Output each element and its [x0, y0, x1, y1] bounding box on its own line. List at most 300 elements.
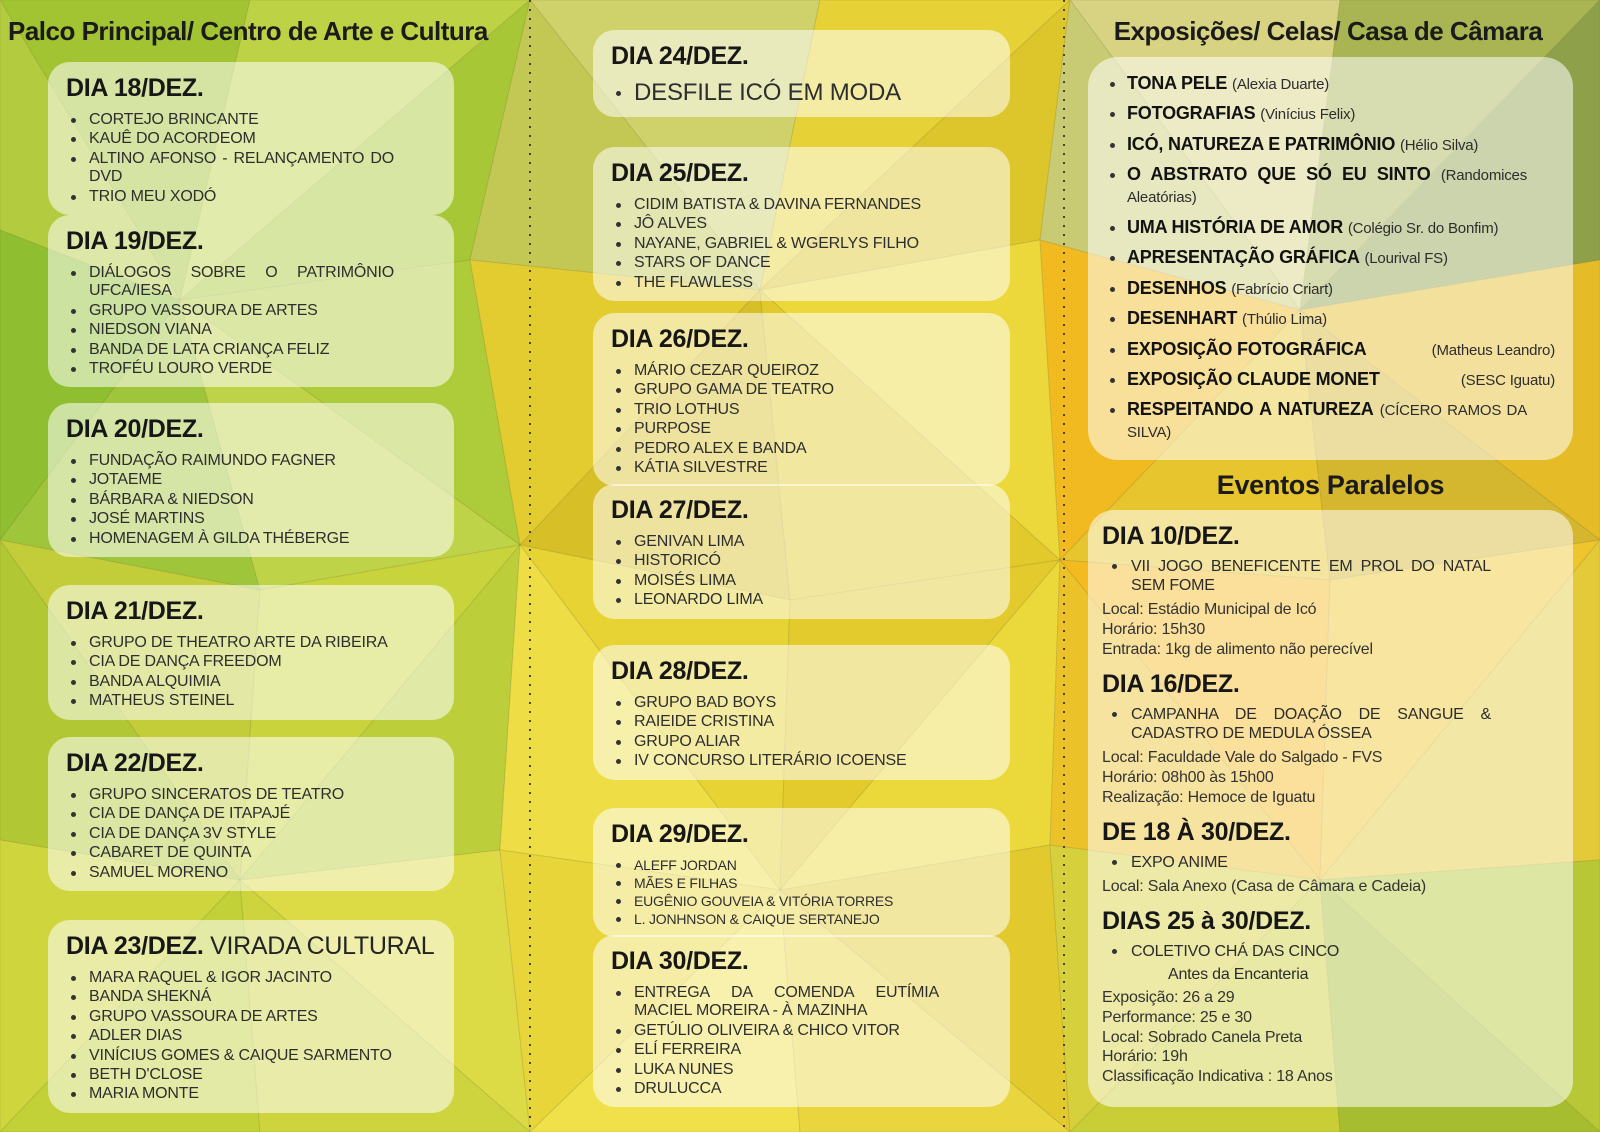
exposition-name: APRESENTAÇÃO GRÁFICA [1127, 247, 1360, 268]
bullet-icon [616, 579, 621, 584]
exposition-item [1102, 308, 1555, 330]
exposition-label [1127, 134, 1527, 156]
bullet-icon [1110, 348, 1115, 353]
lineup-item [64, 510, 436, 528]
lineup-item [609, 274, 992, 292]
event-info-line: Entrada: 1kg de alimento não perecível [1102, 641, 1373, 659]
bullet-icon [1112, 712, 1117, 717]
lineup-item [609, 254, 992, 272]
lineup-item [609, 459, 992, 477]
bullet-icon [616, 1087, 621, 1092]
day-panel-dia-24-dez [593, 30, 1010, 117]
event-info-line: Local: Sala Anexo (Casa de Câmara e Cadeia) [1102, 877, 1427, 895]
lineup-item [609, 857, 992, 874]
lineup-item [609, 1041, 992, 1059]
bullet-icon [1112, 860, 1117, 865]
lineup-item-label: STARS OF DANCE [634, 254, 771, 272]
fold-line-right [1063, 0, 1065, 1132]
day-heading: DIA 23/DEZ. VIRADA CULTURAL [66, 932, 435, 960]
lineup-item-label: LUKA NUNES [634, 1060, 734, 1078]
lineup-item-label: DRULUCCA [634, 1079, 722, 1097]
day-panel-dia-18-dez [48, 62, 454, 215]
exposition-name: UMA HISTÓRIA DE AMOR [1127, 216, 1343, 237]
lineup-item [64, 1047, 436, 1065]
bullet-icon [71, 976, 76, 981]
day-heading: DIA 24/DEZ. [611, 42, 749, 70]
event-item-label: EXPO ANIME [1131, 853, 1228, 871]
event-info-line: Realização: Hemoce de Iguatu [1102, 788, 1316, 806]
lineup-item-label: RAIEIDE CRISTINA [634, 713, 774, 731]
lineup-item-label: GETÚLIO OLIVEIRA & CHICO VITOR [634, 1021, 900, 1039]
lineup-item-label: GRUPO ALIAR [634, 732, 741, 750]
bullet-icon [616, 540, 621, 545]
day-panel-dia-28-dez [593, 645, 1010, 780]
exposition-credit: (CÍCERO RAMOS DA SILVA) [1127, 402, 1527, 442]
lineup-item-label: HOMENAGEM À GILDA THÉBERGE [89, 529, 350, 547]
lineup-item-label: JÔ ALVES [634, 215, 707, 233]
lineup-item-label: ALEFF JORDAN [634, 857, 737, 873]
lineup-item [64, 692, 436, 710]
bullet-icon [71, 309, 76, 314]
lineup-item [64, 341, 436, 359]
lineup-item-label: KÁTIA SILVESTRE [634, 458, 768, 476]
event-item [1102, 853, 1553, 872]
lineup-item [609, 362, 992, 380]
exposition-label [1127, 369, 1555, 391]
lineup-item-label: ENTREGA DA COMENDA EUTÍMIA MACIEL MOREIRA - À MAZINHA [634, 984, 939, 1020]
lineup-item [64, 969, 436, 987]
day-panel-dia-23-dez [48, 920, 454, 1113]
lineup-item [64, 188, 436, 206]
bullet-icon [71, 832, 76, 837]
event-block-dia-16-dez [1102, 670, 1553, 808]
event-items [1102, 853, 1553, 872]
lineup-item-label: PURPOSE [634, 420, 711, 438]
bullet-icon [616, 701, 621, 706]
lineup-item-label: KAUÊ DO ACORDEOM [89, 130, 256, 148]
lineup-item [64, 321, 436, 339]
bullet-icon [71, 851, 76, 856]
lineup-list [609, 362, 992, 477]
lineup-item-label: CIA DE DANÇA DE ITAPAJÉ [89, 805, 291, 823]
exposition-label [1127, 73, 1527, 95]
day-heading: DIA 27/DEZ. [611, 496, 749, 524]
event-item [1102, 942, 1553, 961]
day-heading: DIA 28/DEZ. [611, 657, 749, 685]
event-info-line: Horário: 08h00 às 15h00 [1102, 769, 1274, 787]
day-panel-dia-27-dez [593, 484, 1010, 619]
lineup-item-label: BANDA DE LATA CRIANÇA FELIZ [89, 340, 330, 358]
lineup-item [64, 1027, 436, 1045]
bullet-icon [616, 203, 621, 208]
lineup-item-label: GRUPO VASSOURA DE ARTES [89, 1007, 318, 1025]
bullet-icon [71, 328, 76, 333]
event-item [1102, 557, 1553, 595]
event-item [1102, 705, 1553, 743]
lineup-item [64, 491, 436, 509]
lineup-item [64, 673, 436, 691]
bullet-icon [616, 759, 621, 764]
day-heading: DIA 25/DEZ. [611, 159, 749, 187]
lineup-item-label: MÃES E FILHAS [634, 875, 738, 892]
event-block-de-18-30-dez [1102, 818, 1553, 897]
bullet-icon [616, 427, 621, 432]
lineup-item [609, 381, 992, 399]
lineup-item [609, 533, 992, 551]
lineup-item [609, 440, 992, 458]
lineup-item-label: JOTAEME [89, 471, 162, 489]
bullet-icon [616, 466, 621, 471]
bullet-icon [616, 598, 621, 603]
bullet-icon [71, 537, 76, 542]
event-block-dia-10-dez [1102, 522, 1553, 660]
exposition-name: DESENHOS [1127, 277, 1227, 298]
bullet-icon [71, 459, 76, 464]
lineup-item [64, 1066, 436, 1084]
lineup-item [609, 420, 992, 438]
lineup-item [609, 713, 992, 731]
lineup-item [609, 591, 992, 609]
lineup-item [64, 530, 436, 548]
exposition-label [1127, 103, 1527, 125]
lineup-item-label: MÁRIO CEZAR QUEIROZ [634, 362, 819, 379]
left-column-title: Palco Principal/ Centro de Arte e Cultura [8, 16, 488, 46]
event-items [1102, 705, 1553, 743]
exposition-label [1127, 399, 1527, 443]
lineup-item [64, 864, 436, 882]
day-panel-dia-19-dez [48, 215, 454, 387]
lineup-item-label: CIA DE DANÇA 3V STYLE [89, 824, 276, 842]
lineup-item [609, 1022, 992, 1040]
lineup-item-label: BÁRBARA & NIEDSON [89, 490, 254, 508]
event-item-subline: Antes da Encanteria [1168, 965, 1309, 983]
bullet-icon [1110, 287, 1115, 292]
exposition-label [1127, 308, 1527, 330]
lineup-item-label: ADLER DIAS [89, 1027, 183, 1045]
bullet-icon [71, 660, 76, 665]
bullet-icon [1110, 82, 1115, 87]
exposition-name: DESENHART [1127, 308, 1238, 329]
lineup-list [609, 694, 992, 771]
lineup-list [64, 634, 436, 711]
lineup-item-label: DESFILE ICÓ EM MODA [634, 79, 901, 106]
lineup-item-label: PEDRO ALEX E BANDA [634, 439, 807, 457]
lineup-item [64, 988, 436, 1006]
lineup-item [609, 79, 992, 108]
lineup-item-label: JOSÉ MARTINS [89, 510, 205, 528]
lineup-item-label: GRUPO BAD BOYS [634, 694, 777, 711]
lineup-item [64, 786, 436, 804]
lineup-item [64, 360, 436, 378]
lineup-item [64, 1008, 436, 1026]
bullet-icon [71, 1073, 76, 1078]
lineup-list [609, 196, 992, 292]
lineup-item [609, 572, 992, 590]
bullet-icon [616, 242, 621, 247]
day-heading: DIA 19/DEZ. [66, 227, 204, 255]
lineup-list [609, 533, 992, 610]
bullet-icon [71, 680, 76, 685]
event-item-label: VII JOGO BENEFICENTE EM PROL DO NATAL SEM FOME [1131, 558, 1491, 595]
exposition-item [1102, 103, 1555, 125]
bullet-icon [616, 899, 621, 904]
event-heading: DE 18 À 30/DEZ. [1102, 817, 1291, 846]
bullet-icon [616, 91, 621, 96]
day-heading: DIA 20/DEZ. [66, 415, 204, 443]
exposition-credit: (Colégio Sr. do Bonfim) [1347, 219, 1499, 237]
lineup-item [609, 401, 992, 419]
exposition-name: EXPOSIÇÃO CLAUDE MONET [1127, 369, 1380, 390]
bullet-icon [71, 118, 76, 123]
day-panel-dia-20-dez [48, 403, 454, 557]
exposition-label [1127, 339, 1555, 361]
bullet-icon [616, 740, 621, 745]
bullet-icon [71, 517, 76, 522]
right-column-title: Exposições/ Celas/ Casa de Câmara [1113, 16, 1543, 46]
lineup-item [609, 235, 992, 253]
exposition-item [1102, 247, 1555, 269]
lineup-item [609, 752, 992, 770]
bullet-icon [71, 641, 76, 646]
day-panel-dia-30-dez [593, 935, 1010, 1107]
bullet-icon [616, 559, 621, 564]
bullet-icon [616, 1029, 621, 1034]
bullet-icon [616, 369, 621, 374]
exposition-item [1102, 73, 1555, 95]
bullet-icon [71, 793, 76, 798]
lineup-item [609, 1061, 992, 1079]
bullet-icon [616, 408, 621, 413]
lineup-list [64, 969, 436, 1104]
expositions-list [1102, 73, 1555, 443]
lineup-item [609, 984, 992, 1021]
exposition-credit: (Matheus Leandro) [1431, 341, 1555, 359]
lineup-item-label: TRIO LOTHUS [634, 400, 740, 418]
lineup-item-label: GRUPO DE THEATRO ARTE DA RIBEIRA [89, 634, 388, 651]
bullet-icon [616, 281, 621, 286]
day-heading: DIA 22/DEZ. [66, 749, 204, 777]
bullet-icon [1110, 112, 1115, 117]
event-items [1102, 557, 1553, 595]
lineup-item-label: VINÍCIUS GOMES & CAIQUE SARMENTO [89, 1046, 392, 1064]
exposition-name: O ABSTRATO QUE SÓ EU SINTO [1127, 164, 1431, 185]
bullet-icon [71, 478, 76, 483]
bullet-icon [71, 195, 76, 200]
bullet-icon [71, 1054, 76, 1059]
bullet-icon [71, 157, 76, 162]
day-heading: DIA 26/DEZ. [611, 325, 749, 353]
bullet-icon [71, 1092, 76, 1097]
bullet-icon [616, 261, 621, 266]
bullet-icon [616, 720, 621, 725]
bullet-icon [616, 863, 621, 868]
bullet-icon [71, 348, 76, 353]
lineup-item-label: TROFÉU LOURO VERDE [89, 359, 273, 377]
lineup-item-label: HISTORICÓ [634, 552, 721, 570]
bullet-icon [71, 271, 76, 276]
lineup-item-label: ALTINO AFONSO - RELANÇAMENTO DO DVD [89, 149, 394, 186]
lineup-item-label: MARIA MONTE [89, 1085, 199, 1103]
lineup-item-label: BANDA SHEKNÁ [89, 988, 212, 1006]
lineup-list [64, 111, 436, 206]
exposition-label [1127, 278, 1527, 300]
lineup-item [64, 111, 436, 129]
bullet-icon [71, 995, 76, 1000]
lineup-item-label: CORTEJO BRINCANTE [89, 111, 259, 128]
lineup-list [64, 452, 436, 548]
bullet-icon [1110, 143, 1115, 148]
lineup-item [64, 844, 436, 862]
bullet-icon [616, 881, 621, 886]
fold-line-left [529, 0, 531, 1132]
exposition-credit: (Fabrício Criart) [1231, 280, 1333, 298]
lineup-item-label: L. JONHNSON & CAIQUE SERTANEJO [634, 911, 880, 928]
lineup-item-label: GRUPO VASSOURA DE ARTES [89, 301, 318, 319]
lineup-list [609, 857, 992, 928]
day-heading: DIA 30/DEZ. [611, 947, 749, 975]
exposition-item [1102, 164, 1555, 208]
event-info-line: Local: Faculdade Vale do Salgado - FVS [1102, 749, 1383, 767]
exposition-name: FOTOGRAFIAS [1127, 103, 1256, 124]
lineup-item-label: CIDIM BATISTA & DAVINA FERNANDES [634, 196, 921, 213]
lineup-item [64, 264, 436, 301]
bullet-icon [616, 388, 621, 393]
exposition-item [1102, 217, 1555, 239]
day-panel-dia-22-dez [48, 737, 454, 891]
day-panel-dia-21-dez [48, 585, 454, 720]
bullet-icon [616, 1068, 621, 1073]
lineup-list [64, 264, 436, 378]
bullet-icon [1110, 378, 1115, 383]
bullet-icon [1112, 564, 1117, 569]
bullet-icon [616, 222, 621, 227]
lineup-item-label: DIÁLOGOS SOBRE O PATRIMÔNIO UFCA/IESA [89, 264, 394, 300]
lineup-item-label: GENIVAN LIMA [634, 533, 745, 550]
lineup-item-label: THE FLAWLESS [634, 273, 753, 291]
day-heading: DIA 29/DEZ. [611, 820, 749, 848]
lineup-item [64, 805, 436, 823]
lineup-item [609, 875, 992, 892]
event-heading: DIA 16/DEZ. [1102, 669, 1240, 698]
day-heading-suffix: VIRADA CULTURAL [203, 932, 435, 960]
day-heading: DIA 18/DEZ. [66, 74, 204, 102]
exposition-item [1102, 339, 1555, 361]
event-info-line: Performance: 25 e 30 [1102, 1008, 1252, 1026]
event-info-line: Horário: 19h [1102, 1048, 1188, 1066]
lineup-item-label: MOISÉS LIMA [634, 571, 736, 589]
bullet-icon [1110, 317, 1115, 322]
exposition-credit: (Alexia Duarte) [1232, 76, 1330, 93]
lineup-list [609, 79, 992, 108]
exposition-label [1127, 247, 1527, 269]
bullet-icon [1112, 949, 1117, 954]
lineup-item [609, 893, 992, 910]
lineup-item [64, 130, 436, 148]
exposition-credit: (SESC Iguatu) [1460, 372, 1555, 390]
lineup-item [609, 694, 992, 712]
lineup-item-label: MARA RAQUEL & IGOR JACINTO [89, 969, 332, 986]
lineup-item-label: IV CONCURSO LITERÁRIO ICOENSE [634, 752, 907, 770]
exposition-item [1102, 134, 1555, 156]
exposition-item [1102, 399, 1555, 443]
lineup-item-label: NIEDSON VIANA [89, 321, 212, 339]
lineup-item-label: CIA DE DANÇA FREEDOM [89, 653, 282, 671]
events-section-title: Eventos Paralelos [1216, 470, 1445, 500]
lineup-item-label: ELÍ FERREIRA [634, 1041, 741, 1059]
lineup-item-label: MATHEUS STEINEL [89, 692, 235, 710]
lineup-item [64, 634, 436, 652]
lineup-item-label: FUNDAÇÃO RAIMUNDO FAGNER [89, 452, 336, 469]
event-info-line: Horário: 15h30 [1102, 621, 1206, 639]
expositions-panel [1088, 57, 1573, 460]
lineup-item [609, 215, 992, 233]
bullet-icon [71, 1034, 76, 1039]
day-panel-dia-29-dez [593, 808, 1010, 937]
exposition-credit: (Randomices Aleatórias) [1127, 167, 1527, 207]
bullet-icon [1110, 173, 1115, 178]
exposition-credit: (Lourival FS) [1364, 250, 1448, 268]
lineup-item [64, 653, 436, 671]
bullet-icon [616, 917, 621, 922]
event-block-dias-25-30-dez [1102, 907, 1553, 1087]
lineup-item [64, 825, 436, 843]
day-heading: DIA 21/DEZ. [66, 597, 204, 625]
event-heading: DIAS 25 à 30/DEZ. [1102, 906, 1311, 935]
lineup-item [609, 911, 992, 928]
lineup-item [609, 196, 992, 214]
day-panel-dia-26-dez [593, 313, 1010, 486]
lineup-item-label: BETH D'CLOSE [89, 1065, 203, 1083]
lineup-item [609, 552, 992, 570]
event-item-label: COLETIVO CHÁ DAS CINCO [1131, 942, 1340, 960]
lineup-item [64, 452, 436, 470]
lineup-item [64, 1085, 436, 1103]
lineup-item-label: GRUPO SINCERATOS DE TEATRO [89, 786, 344, 803]
bullet-icon [71, 367, 76, 372]
event-item-label: CAMPANHA DE DOAÇÃO DE SANGUE & CADASTRO DE MEDULA ÓSSEA [1131, 705, 1491, 743]
lineup-item [64, 150, 436, 187]
exposition-label [1127, 164, 1527, 208]
bullet-icon [71, 699, 76, 704]
exposition-name: EXPOSIÇÃO FOTOGRÁFICA [1127, 338, 1367, 359]
lineup-item-label: SAMUEL MORENO [89, 863, 229, 881]
event-info-line: Local: Estádio Municipal de Icó [1102, 601, 1317, 619]
lineup-item [64, 302, 436, 320]
exposition-label [1127, 217, 1527, 239]
event-info-line: Classificação Indicativa : 18 Anos [1102, 1068, 1333, 1086]
bullet-icon [616, 1048, 621, 1053]
exposition-credit: (Hélio Silva) [1399, 136, 1479, 154]
lineup-item-label: BANDA ALQUIMIA [89, 672, 221, 690]
bullet-icon [71, 1015, 76, 1020]
event-heading: DIA 10/DEZ. [1102, 522, 1240, 550]
lineup-item-label: CABARET DE QUINTA [89, 844, 252, 862]
exposition-item [1102, 278, 1555, 300]
bullet-icon [71, 871, 76, 876]
bullet-icon [616, 447, 621, 452]
bullet-icon [1110, 226, 1115, 231]
exposition-name: TONA PELE [1127, 73, 1228, 93]
lineup-list [64, 786, 436, 882]
lineup-item [609, 733, 992, 751]
bullet-icon [616, 991, 621, 996]
event-info-line: Exposição: 26 a 29 [1102, 988, 1235, 1006]
event-info-line: Local: Sobrado Canela Preta [1102, 1028, 1303, 1046]
lineup-item-label: TRIO MEU XODÓ [89, 187, 217, 205]
bullet-icon [71, 137, 76, 142]
lineup-item [609, 1080, 992, 1098]
exposition-item [1102, 369, 1555, 391]
